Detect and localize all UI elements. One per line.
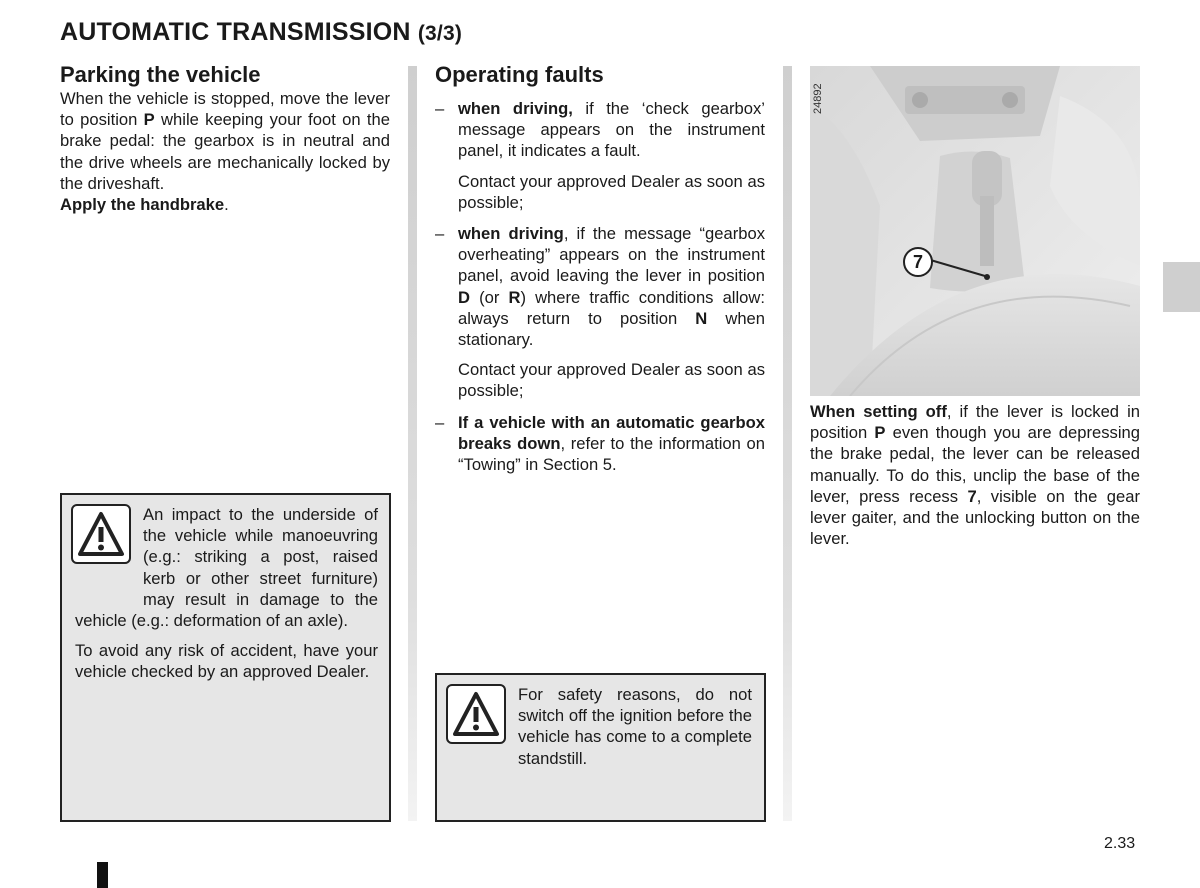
position-n: N bbox=[695, 308, 708, 328]
list-item bbox=[435, 412, 765, 476]
period: . bbox=[224, 195, 229, 215]
list-item bbox=[435, 98, 765, 213]
parking-text-1: When the vehicle is stopped, move the lever to position bbox=[60, 89, 390, 130]
item-text: ) where traffic conditions allow: always return to position bbox=[458, 287, 765, 328]
parking-section bbox=[60, 62, 390, 215]
page-number: 2.33 bbox=[1104, 835, 1136, 852]
handbrake-instruction: Apply the handbrake bbox=[60, 195, 225, 215]
warning-box-ignition bbox=[435, 673, 766, 822]
warning-para-2: To avoid any risk of accident, have your vehicle checked by an approved Dealer. bbox=[75, 641, 378, 682]
text: , if the lever is locked in position bbox=[810, 402, 1140, 443]
gear-lever-photo bbox=[810, 66, 1140, 396]
item-text: when stationary. bbox=[458, 308, 765, 350]
position-r: R bbox=[508, 287, 521, 307]
dash: – bbox=[435, 224, 445, 244]
figure-id-text: 24892 bbox=[812, 83, 824, 114]
item-bold: If a vehicle with an automatic gearbox breaks down bbox=[458, 412, 765, 453]
warning-box-impact bbox=[60, 493, 391, 822]
figure-id bbox=[812, 74, 830, 114]
dash: – bbox=[435, 99, 445, 118]
title-part-indicator: (3/3) bbox=[417, 22, 463, 45]
position-d: D bbox=[458, 287, 470, 307]
parking-text bbox=[60, 88, 390, 215]
text: even though you are depressing the brake pedal, the lever can be released manually. To do this, unclip the base of the lever, press recess bbox=[810, 423, 1140, 506]
column-separator bbox=[408, 66, 417, 821]
item-bold: when driving bbox=[458, 224, 564, 244]
faults-section bbox=[435, 62, 765, 485]
item-text: if the ‘check gearbox’ message appears on the instrument panel, it indicates a fault. bbox=[458, 99, 765, 161]
parking-heading: Parking the vehicle bbox=[60, 62, 261, 87]
item-text: (or bbox=[469, 287, 509, 307]
faults-list bbox=[435, 98, 765, 475]
warning-triangle-icon bbox=[446, 684, 506, 744]
recess-number: 7 bbox=[967, 486, 977, 506]
warning-text: For safety reasons, do not switch off the ignition before the vehicle has come to a complete standstill. bbox=[518, 685, 752, 768]
position-p: P bbox=[874, 423, 886, 443]
setting-off-text bbox=[810, 401, 1140, 549]
crop-mark bbox=[97, 862, 108, 888]
column-separator bbox=[783, 66, 792, 821]
item-bold: when driving, bbox=[458, 99, 573, 118]
dash: – bbox=[435, 412, 445, 432]
item-subtext: Contact your approved Dealer as soon as possible; bbox=[458, 360, 765, 401]
setting-off-bold: When setting off bbox=[810, 402, 947, 421]
title-main: AUTOMATIC TRANSMISSION bbox=[60, 18, 411, 46]
warning-text bbox=[75, 504, 378, 683]
list-item bbox=[435, 223, 765, 402]
warning-para-1: An impact to the underside of the vehicle while manoeuvring (e.g.: striking a post, raised kerb or other street furniture) may result in damage to the vehicle (e.g.: deformation of an axle). bbox=[75, 505, 378, 631]
position-p: P bbox=[143, 110, 155, 130]
item-text: , if the message “gearbox overheating” appears on the instrument panel, avoid leaving the lever in position bbox=[458, 224, 765, 286]
parking-text-2: while keeping your foot on the brake pedal: the gearbox is in neutral and the drive wheels are mechanically locked by the driveshaft. bbox=[60, 110, 390, 193]
callout-7: 7 bbox=[903, 247, 933, 277]
item-text: , refer to the information on “Towing” in Section 5. bbox=[458, 433, 766, 475]
section-tab bbox=[1163, 262, 1200, 312]
faults-heading: Operating faults bbox=[435, 62, 604, 87]
page-title bbox=[60, 18, 462, 47]
item-subtext: Contact your approved Dealer as soon as possible; bbox=[458, 171, 765, 212]
text: , visible on the gear lever gaiter, and the unlocking button on the lever. bbox=[810, 486, 1140, 549]
